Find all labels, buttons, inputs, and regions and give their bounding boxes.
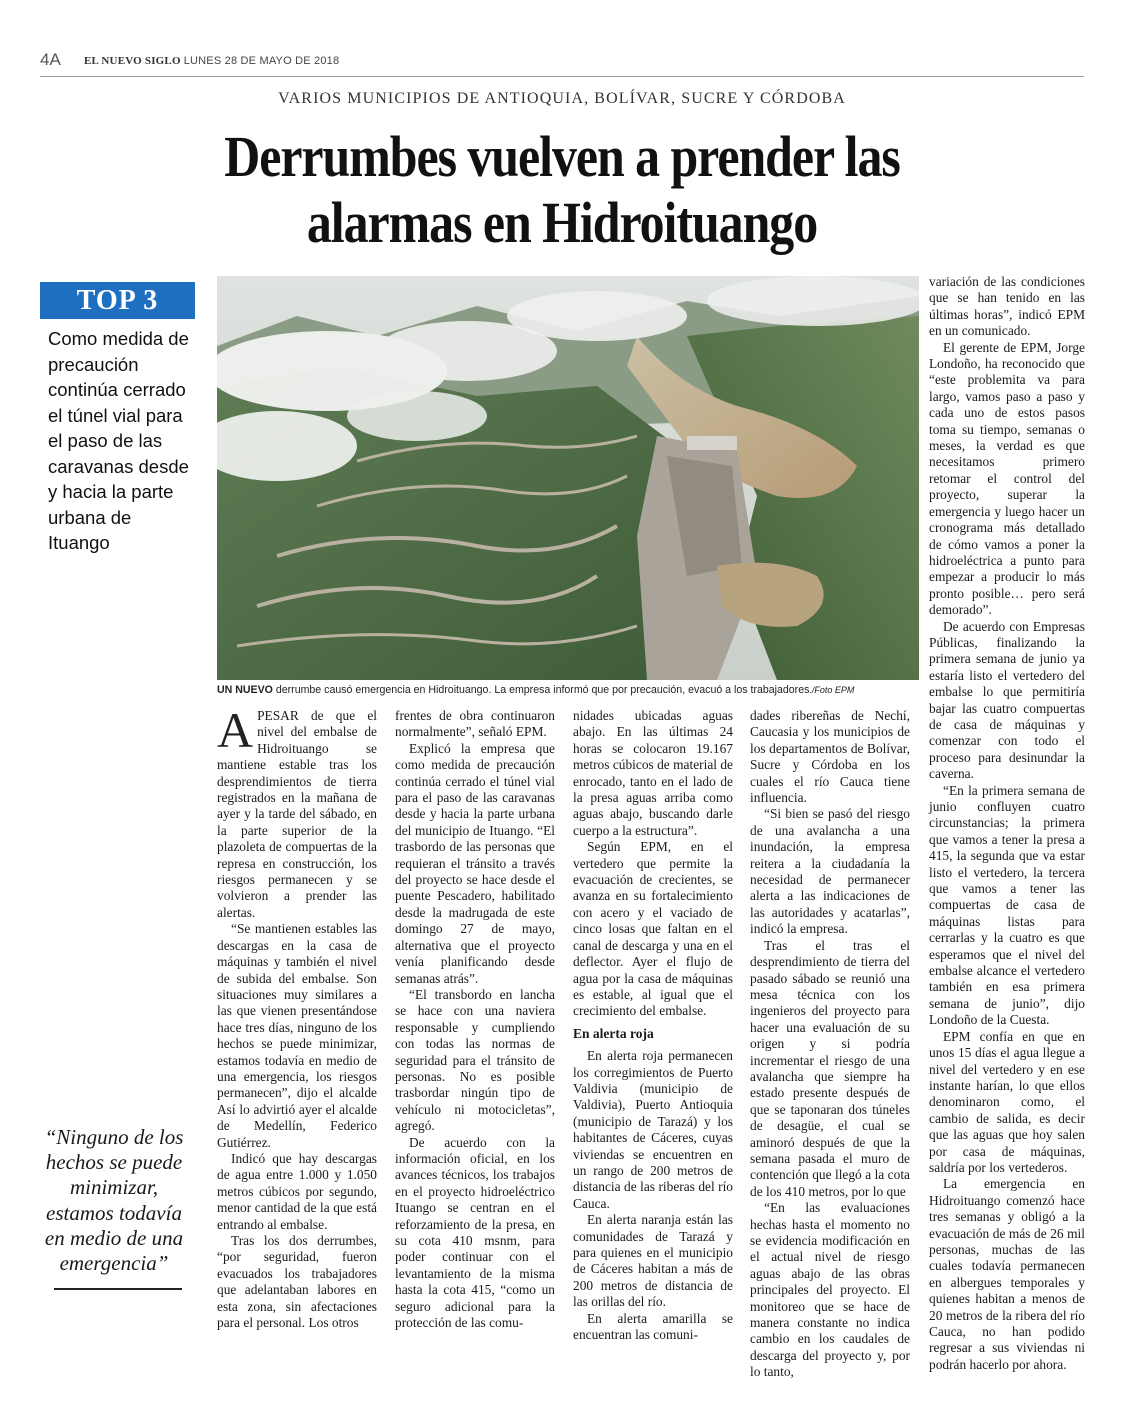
photo-credit: ./Foto EPM [809,685,855,695]
paragraph: Tras el tras el desprendimiento de tierra del pasado sábado se reunió una mesa técnica con los ingenieros del proyecto para hacer una evaluación de su origen y si podría incrementar el riesgo de una avalancha que siempre ha estado presente después de que se taponaran dos túneles de desagüe, el cual se aminoró después de que la semana pasada el muro de contención que llegó a la cota de los 410 metros, por lo que [750,937,910,1199]
paragraph: EPM confía en que en unos 15 días el agua llegue a nivel del vertedero y en ese instante harían, lo que ellos denominaron como, el cambio de salida, es decir que las aguas que hoy salen por casa de máquinas, saldría por los vertederos. [929,1028,1085,1175]
paragraph: El gerente de EPM, Jorge Londoño, ha reconocido que “este problemita va para largo, vamos paso a paso y cada uno de estos pasos toma su tiempo, semanas o meses, la verdad es que necesitamos primero retomar el control del proyecto, superar la emergencia y luego hacer un cronograma más detallado de cómo vamos a poner la hidroeléctrica a punto para empezar a producir lo más pronto posible… pero será demorado”. [929,339,1085,618]
masthead [84,55,339,67]
issue-date: LUNES 28 DE MAYO DE 2018 [183,55,340,67]
dam-aerial-photo [217,276,919,680]
paragraph: Explicó la empresa que como medida de precaución continúa cerrado el túnel vial para el paso de las caravanas desde y hacia la parte urbana del municipio de Ituango. “El trasbordo de las personas que requieran el tránsito a través del proyecto se hace desde el puente Pescadero, habilitado desde la madrugada de este domingo 27 de mayo, alternativa que el proyecto venía planificando desde semanas atrás”. [395,740,555,986]
paragraph: En alerta amarilla se encuentran las comuni- [573,1310,733,1343]
headline-line-1: Derrumbes vuelven a prender las [224,124,900,189]
paragraph: En alerta roja permanecen los corregimientos de Puerto Valdivia (municipio de Valdivia), Puerto Antioquia (municipio de Tarazá) y los habitantes de Cáceres, cuyas viviendas se encuentren en un rango de 200 metros de distancia de las riberas del río Cauca. [573,1048,733,1211]
paragraph: nidades ubicadas aguas abajo. En las últimas 24 horas se colocaron 19.167 metros cúbicos de material de enrocado, tanto en el lado de la presa aguas arriba como aguas abajo, buscando darle cuerpo a la estructura”. [573,708,733,838]
article-column-3 [573,708,733,1343]
paragraph: variación de las condiciones que se han tenido en las últimas horas”, indicó EPM en un comunicado. [929,274,1085,339]
pull-quote: “Ninguno de los hechos se puede minimizar, estamos todavía en medio de una emergencia” [44,1125,184,1276]
top3-text: Como medida de precaución continúa cerrado el túnel vial para el paso de las caravanas desde y hacia la parte urbana de Ituango [48,328,189,553]
paragraph: De acuerdo con Empresas Públicas, finalizando la primera semana de junio ya estaría listo el vertedero del embalse lo que permitiría bajar las cuatro compuertas de casa de máquinas y comenzar con todo el proceso para desinundar la caverna. [929,618,1085,782]
photo-caption [217,684,919,696]
paragraph: “El transbordo en lancha se hace con una naviera responsable y cumpliendo con todas las normas de seguridad para el tránsito de personas. No es posible trasbordar ningún tipo de vehículo ni motocicletas”, agregó. [395,986,555,1134]
headline-line-2: alarmas en Hidroituango [306,190,818,255]
subheading: En alerta roja [573,1025,654,1041]
paragraph: En alerta naranja están las comunidades de Tarazá y para quienes en el municipio de Cáceres habitan a más de 200 metros de distancia de las orillas del río. [573,1212,733,1310]
headline [130,124,993,256]
top3-badge: TOP 3 [40,282,195,319]
paragraph: Según EPM, en el vertedero que permite la evacuación de crecientes, se avanza en su fortalecimiento con acero y el vaciado de cinco losas que faltan en el canal de descarga y una en el deflector. Ayer el flujo de agua por la casa de máquinas es estable, al igual que el crecimiento del embalse. [573,839,733,1019]
paragraph: “En la primera semana de junio confluyen cuatro circunstancias; la primera que vamos a tener la presa a 415, la segunda que va estar listo el vertedero, la tercera que vamos a tener las compuertas de casa de máquinas listas para cerrarlas y la cuatro es que esperamos que el nivel del embalse alcance el vertedero también en esa primera semana de junio”, dijo Londoño de la Cuesta. [929,782,1085,1028]
header-rule [40,76,1084,77]
dam-photo-illustration [217,276,919,680]
kicker: VARIOS MUNICIPIOS DE ANTIOQUIA, BOLÍVAR, SUCRE Y CÓRDOBA [278,90,846,107]
paragraph: La emergencia en Hidroituango comenzó hace tres semanas y obligó a la evacuación de más de 26 mil personas, muchas de las cuales todavía permanecen en albergues temporales y quienes habitan a menos de 20 metros de la ribera del río Cauca, no han podido regresar a sus viviendas ni podrán hacerlo por ahora. [929,1176,1085,1372]
pull-quote-rule [54,1288,182,1290]
page-number: 4A [40,50,61,69]
article-column-5 [929,274,1085,1373]
caption-text: derrumbe causó emergencia en Hidroituango. La empresa informó que por precaución, evacuó a los trabajadores [272,684,810,696]
paragraph: “En las evaluaciones hechas hasta el momento no se evidencia modificación en el actual nivel de riesgo aguas abajo de las obras principales del proyecto. El monitoreo que se hace de manera constante no indica cambio en los caudales de descarga del proyecto y, por lo tanto, [750,1200,910,1380]
drop-cap: A [217,702,254,758]
article-column-4 [750,708,910,1381]
paragraph: Tras los dos derrumbes, “por seguridad, fueron evacuados los trabajadores que adelantaban labores en esta zona, sin afectaciones para el personal. Los otros [217,1233,377,1331]
newspaper-name: EL NUEVO SIGLO [84,55,181,67]
paragraph: “Se mantienen estables las descargas en la casa de máquinas y también el nivel de subida del embalse. Son situaciones muy similares a las que vienen presentándose hace tres días, ninguno de los hechos se puede minimizar, estamos todavía en medio de una emergencia, los riesgos permanecen”, dijo el alcalde Así lo advirtió ayer el alcalde de Medellín, Federico Gutiérrez. [217,921,377,1150]
paragraph: APESAR de que el nivel del embalse de Hidroituango se mantiene estable tras los desprendimientos de tierra registrados en la mañana de ayer y la tarde del sábado, en la parte superior de la plazoleta de compuertas de la represa en construcción, los riesgos permanecen y se volvieron a prender las alertas. [217,702,377,920]
paragraph: Indicó que hay descargas de agua entre 1.000 y 1.050 metros cúbicos por segundo, menor cantidad de la que está entrando al embalse. [217,1150,377,1232]
article-column-2 [395,708,555,1331]
paragraph: “Si bien se pasó del riesgo de una avalancha a una inundación, la empresa reitera a la ciudadanía la necesidad de permanecer alerta a las indicaciones de las autoridades y acatarlas”, indicó la empresa. [750,806,910,937]
paragraph: frentes de obra continuaron normalmente”, señaló EPM. [395,708,555,740]
article-column-1 [217,702,377,1331]
caption-lead: UN NUEVO [217,684,273,696]
paragraph: De acuerdo con la información oficial, en los avances técnicos, los trabajos en el proyecto hidroeléctrico Ituango se centran en el reforzamiento de la presa, en su cota 410 msnm, para poder continuar con el levantamiento de la misma hasta la cota 415, “como un seguro adicional para la protección de las comu- [395,1134,555,1331]
paragraph: dades ribereñas de Nechí, Caucasia y los municipios de los departamentos de Bolívar, Sucre y Córdoba en los cuales el río Cauca tiene influencia. [750,708,910,806]
